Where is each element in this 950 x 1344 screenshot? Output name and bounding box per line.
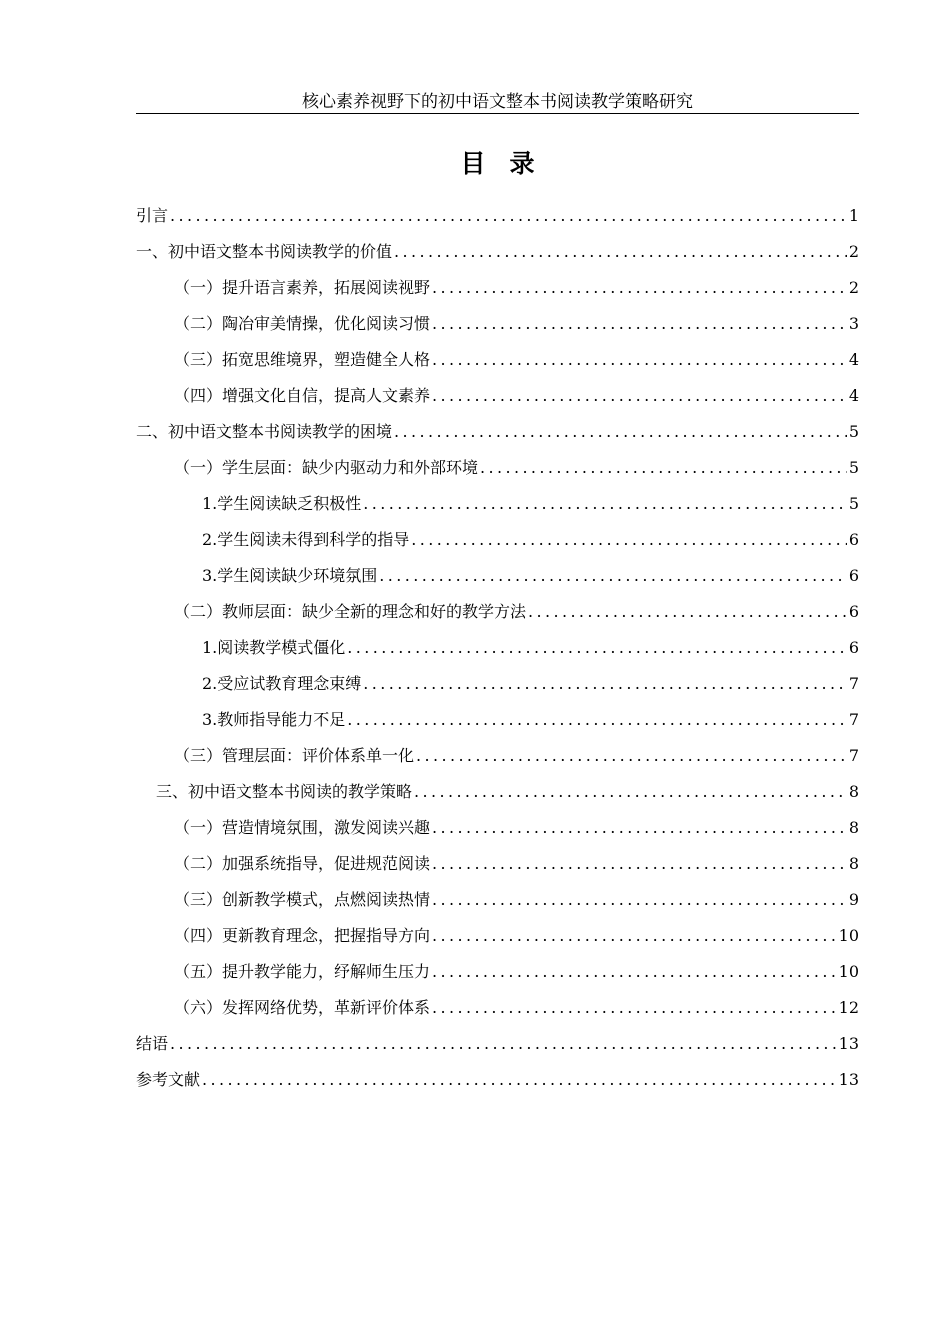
toc-leader-dots [432,846,847,882]
toc-leader-dots [347,702,847,738]
toc-entry[interactable] [136,846,859,882]
toc-entry-page-number: 3 [848,314,859,333]
toc-entry[interactable] [136,774,859,810]
toc-entry[interactable] [136,702,859,738]
toc-entry[interactable] [136,666,859,702]
toc-entry-label: （二）加强系统指导，促进规范阅读 [174,854,431,873]
toc-entry-label: （一）学生层面：缺少内驱动力和外部环境 [174,458,479,477]
toc-entry-label: 1.学生阅读缺乏积极性 [202,494,362,513]
toc-leader-dots [170,1026,837,1062]
toc-entry-page-number: 4 [848,386,859,405]
toc-entry-page-number: 5 [848,494,859,513]
toc-entry-page-number: 8 [848,818,859,837]
toc-leader-dots [432,810,847,846]
toc-entry-label: 二、初中语文整本书阅读教学的困境 [136,422,393,441]
toc-entry[interactable] [136,306,859,342]
toc-entry-label: （四）增强文化自信，提高人文素养 [174,386,431,405]
toc-entry-page-number: 7 [848,710,859,729]
toc-leader-dots [363,666,847,702]
toc-entry-page-number: 6 [848,638,859,657]
toc-entry-page-number: 13 [838,1034,859,1053]
toc-leader-dots [411,522,847,558]
toc-entry-page-number: 1 [848,206,859,225]
running-header-title: 核心素养视野下的初中语文整本书阅读教学策略研究 [302,92,693,112]
toc-entry-page-number: 10 [838,926,859,945]
toc-entry-page-number: 6 [848,566,859,585]
toc-entry[interactable] [136,270,859,306]
toc-entry[interactable] [136,198,859,234]
toc-entry-page-number: 7 [848,674,859,693]
toc-entry-label: （二）教师层面：缺少全新的理念和好的教学方法 [174,602,527,621]
toc-leader-dots [363,486,847,522]
toc-entry-page-number: 5 [848,422,859,441]
toc-entry[interactable] [136,594,859,630]
toc-entry-page-number: 13 [838,1070,859,1089]
toc-entry-label: （一）营造情境氛围，激发阅读兴趣 [174,818,431,837]
toc-entry[interactable] [136,450,859,486]
toc-leader-dots [432,306,847,342]
toc-leader-dots [202,1062,837,1098]
header-rule [136,113,859,114]
toc-entry-label: 结语 [136,1034,169,1053]
toc-entry-label: 3.学生阅读缺少环境氛围 [202,566,378,585]
toc-entry-label: 一、初中语文整本书阅读教学的价值 [136,242,393,261]
toc-entry[interactable] [136,918,859,954]
toc-leader-dots [480,450,847,486]
toc-leader-dots [432,954,837,990]
toc-entry-label: 1.阅读教学模式僵化 [202,638,346,657]
toc-entry-label: （三）拓宽思维境界，塑造健全人格 [174,350,431,369]
toc-entry[interactable] [136,234,859,270]
toc-leader-dots [432,378,847,414]
toc-entry[interactable] [136,342,859,378]
toc-leader-dots [432,342,847,378]
toc-entry[interactable] [136,738,859,774]
toc-entry-page-number: 2 [848,278,859,297]
toc-leader-dots [432,918,837,954]
toc-entry-page-number: 9 [848,890,859,909]
toc-entry-label: （一）提升语言素养，拓展阅读视野 [174,278,431,297]
toc-entry-label: 三、初中语文整本书阅读的教学策略 [156,782,413,801]
toc-entry-label: 3.教师指导能力不足 [202,710,346,729]
toc-leader-dots [347,630,847,666]
toc-entry-page-number: 4 [848,350,859,369]
toc-title: 目录 [460,149,559,178]
toc-entry-page-number: 8 [848,782,859,801]
toc-entry[interactable] [136,810,859,846]
toc-leader-dots [432,270,847,306]
toc-entry-label: （六）发挥网络优势，革新评价体系 [174,998,431,1017]
toc-entry[interactable] [136,414,859,450]
toc-entry[interactable] [136,954,859,990]
toc-leader-dots [379,558,847,594]
toc-entry-label: 引言 [136,206,169,225]
toc-leader-dots [432,990,837,1026]
toc-entry[interactable] [136,630,859,666]
toc-entry-label: （二）陶冶审美情操，优化阅读习惯 [174,314,431,333]
toc-entry[interactable] [136,882,859,918]
table-of-contents [136,198,859,1098]
toc-entry-label: 2.受应试教育理念束缚 [202,674,362,693]
toc-entry[interactable] [136,486,859,522]
toc-entry-label: （三）管理层面：评价体系单一化 [174,746,415,765]
toc-entry-page-number: 8 [848,854,859,873]
toc-leader-dots [394,414,847,450]
toc-entry-label: （三）创新教学模式，点燃阅读热情 [174,890,431,909]
toc-leader-dots [432,882,847,918]
toc-entry[interactable] [136,990,859,1026]
toc-entry-page-number: 6 [848,530,859,549]
toc-entry-page-number: 12 [838,998,859,1017]
toc-leader-dots [394,234,847,270]
toc-entry[interactable] [136,1026,859,1062]
toc-leader-dots [416,738,847,774]
toc-entry-label: （四）更新教育理念，把握指导方向 [174,926,431,945]
toc-entry[interactable] [136,558,859,594]
toc-entry-page-number: 5 [848,458,859,477]
toc-entry[interactable] [136,1062,859,1098]
toc-leader-dots [170,198,847,234]
toc-leader-dots [414,774,847,810]
toc-entry-page-number: 7 [848,746,859,765]
toc-entry-label: （五）提升教学能力，纾解师生压力 [174,962,431,981]
toc-entry[interactable] [136,378,859,414]
toc-entry[interactable] [136,522,859,558]
toc-entry-label: 2.学生阅读未得到科学的指导 [202,530,410,549]
toc-entry-page-number: 2 [848,242,859,261]
toc-entry-page-number: 6 [848,602,859,621]
toc-entry-label: 参考文献 [136,1070,201,1089]
toc-entry-page-number: 10 [838,962,859,981]
toc-leader-dots [528,594,847,630]
